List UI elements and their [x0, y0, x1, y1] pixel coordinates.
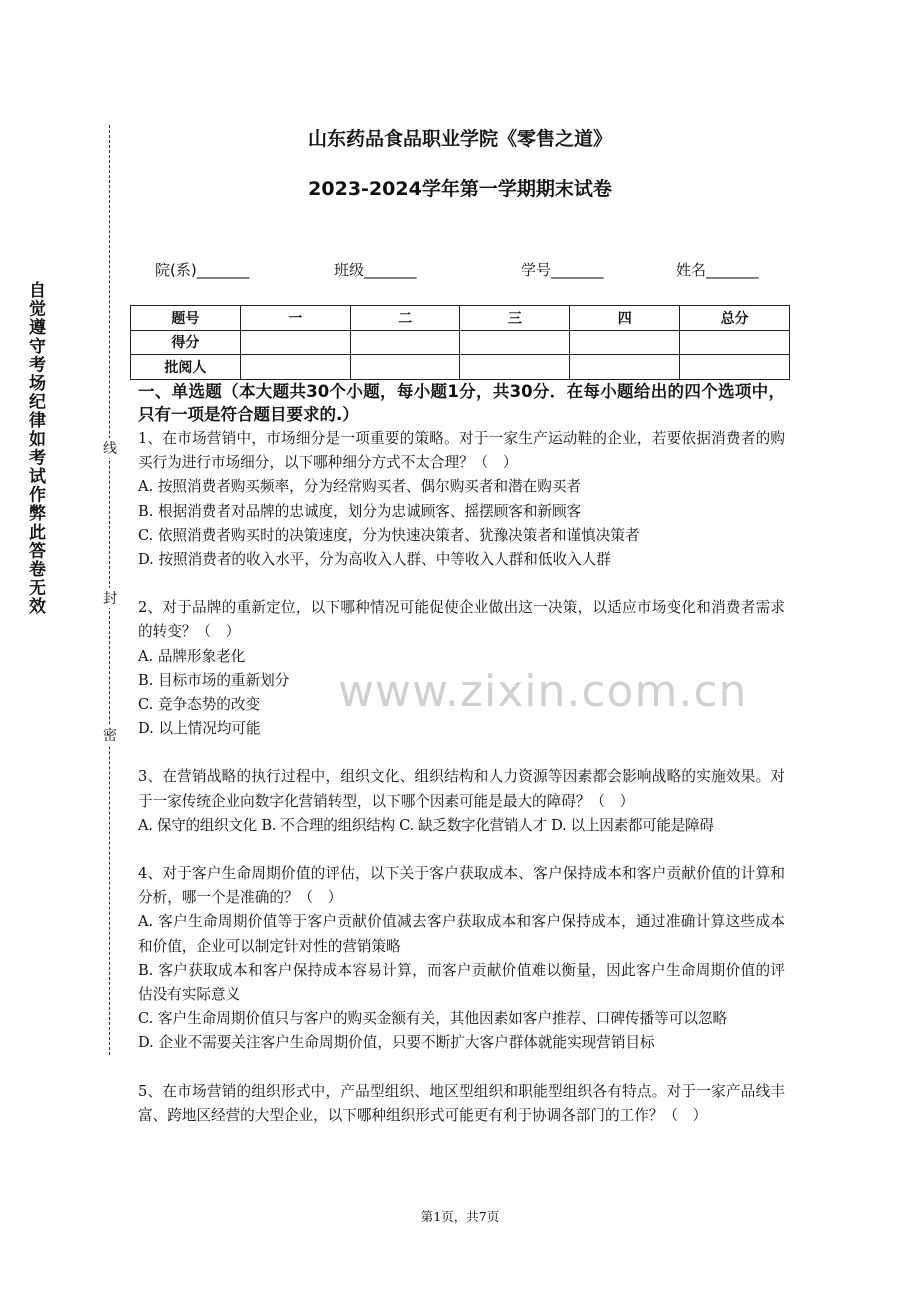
class-field[interactable]: 班级_______: [334, 261, 417, 279]
table-cell: 得分: [131, 330, 241, 355]
table-cell[interactable]: [460, 355, 570, 380]
table-cell[interactable]: [240, 330, 350, 355]
table-row: [131, 330, 790, 355]
table-cell[interactable]: [240, 355, 350, 380]
table-cell: 三: [460, 306, 570, 331]
question-stem: 4、对于客户生命周期价值的评估，以下关于客户获取成本、客户保持成本和客户贡献价值的计算和分析，哪一个是准确的？（ ）: [138, 865, 785, 907]
table-cell: 二: [350, 306, 460, 331]
table-cell: 批阅人: [131, 355, 241, 380]
question-2: [138, 596, 785, 741]
option-d: D. 企业不需要关注客户生命周期价值，只要不断扩大客户群体就能实现营销目标: [138, 1034, 655, 1052]
option-b: B. 目标市场的重新划分: [138, 671, 290, 689]
table-cell[interactable]: [570, 330, 680, 355]
table-row: [131, 355, 790, 380]
exam-title: 山东药品食品职业学院《零售之道》: [307, 128, 612, 150]
question-stem: 3、在营销战略的执行过程中，组织文化、组织结构和人力资源等因素都会影响战略的实施效果。对于一家传统企业向数字化营销转型，以下哪个因素可能是最大的障碍？（ ）: [138, 768, 785, 810]
table-cell[interactable]: [350, 330, 460, 355]
table-cell[interactable]: [350, 355, 460, 380]
exam-subtitle: 2023-2024学年第一学期期末试卷: [308, 178, 612, 200]
table-cell: 四: [570, 306, 680, 331]
option-b: B. 客户获取成本和客户保持成本容易计算，而客户贡献价值难以衡量，因此客户生命周期价值的评估没有实际意义: [138, 961, 785, 1004]
question-4: [138, 862, 785, 1056]
question-1: [138, 427, 785, 572]
score-table: [130, 305, 790, 380]
question-stem: 5、在市场营销的组织形式中，产品型组织、地区型组织和职能型组织各有特点。对于一家产品线丰富、跨地区经营的大型企业，以下哪种组织形式可能更有利于协调各部门的工作？（ ）: [138, 1082, 785, 1124]
option-c: C. 竞争态势的改变: [138, 696, 261, 714]
question-stem: 2、对于品牌的重新定位，以下哪种情况可能促使企业做出这一决策，以适应市场变化和消费者需求的转变？（ ）: [138, 599, 785, 641]
watermark: www.zixin.com.cn: [338, 666, 748, 718]
name-field[interactable]: 姓名_______: [676, 261, 759, 279]
table-header-row: [131, 306, 790, 331]
option-d: D. 以上情况均可能: [138, 720, 261, 738]
option-d: D. 按照消费者的收入水平，分为高收入人群、中等收入人群和低收入人群: [138, 551, 611, 569]
student-id-field[interactable]: 学号_______: [521, 261, 604, 279]
table-cell[interactable]: [680, 355, 790, 380]
binding-mark-feng: 封: [101, 588, 119, 608]
department-field[interactable]: 院(系)_______: [155, 261, 250, 279]
table-cell[interactable]: [680, 330, 790, 355]
binding-mark-xian: 线: [101, 438, 119, 458]
exam-content: [138, 380, 785, 1128]
table-cell: 题号: [131, 306, 241, 331]
option-b: B. 根据消费者对品牌的忠诚度，划分为忠诚顾客、摇摆顾客和新顾客: [138, 502, 582, 520]
section-heading: 一、单选题（本大题共30个小题，每小题1分，共30分．在每小题给出的四个选项中，只有一项是符合题目要求的.）: [138, 382, 785, 424]
options-line: A. 保守的组织文化 B. 不合理的组织结构 C. 缺乏数字化营销人才 D. 以上因素都可能是障碍: [138, 816, 714, 834]
page-footer: 第1页，共7页: [420, 1209, 500, 1224]
option-a: A. 品牌形象老化: [138, 647, 246, 665]
side-note: 自觉遵守考场纪律如考试作弊此答卷无效: [25, 281, 45, 616]
option-a: A. 按照消费者购买频率，分为经常购买者、偶尔购买者和潜在购买者: [138, 478, 582, 496]
option-c: C. 依照消费者购买时的决策速度，分为快速决策者、犹豫决策者和谨慎决策者: [138, 526, 640, 544]
option-a: A. 客户生命周期价值等于客户贡献价值减去客户获取成本和客户保持成本，通过准确计算这些成本和价值，企业可以制定针对性的营销策略: [138, 913, 785, 955]
table-cell: 一: [240, 306, 350, 331]
table-cell[interactable]: [570, 355, 680, 380]
question-5: [138, 1080, 785, 1128]
question-3: [138, 765, 785, 838]
question-stem: 1、在市场营销中，市场细分是一项重要的策略。对于一家生产运动鞋的企业，若要依据消费者的购买行为进行市场细分，以下哪种细分方式不太合理？（ ）: [138, 430, 785, 472]
binding-mark-mi: 密: [101, 725, 119, 745]
table-cell: 总分: [680, 306, 790, 331]
option-c: C. 客户生命周期价值只与客户的购买金额有关，其他因素如客户推荐、口碑传播等可以忽略: [138, 1010, 728, 1028]
table-cell[interactable]: [460, 330, 570, 355]
